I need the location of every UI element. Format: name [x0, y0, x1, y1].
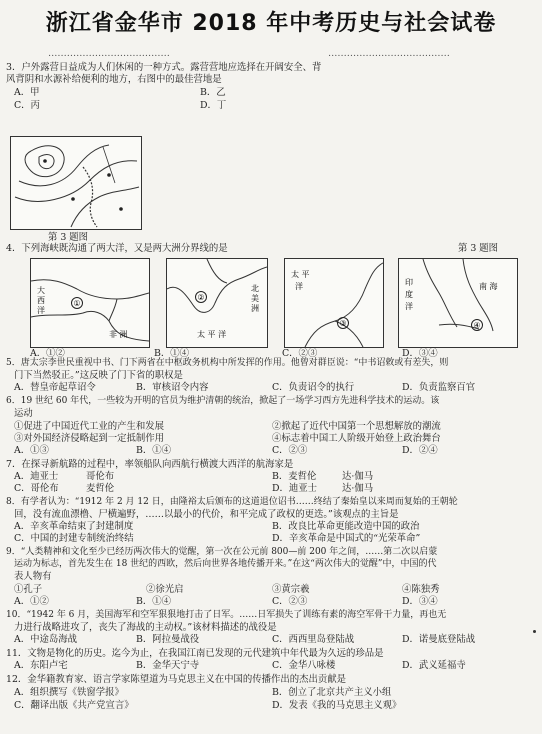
svg-text:大: 大 [37, 286, 45, 295]
q4-fig-caption: 第 3 题图 [458, 243, 499, 254]
cut-text-right: ………………………………… [328, 52, 450, 59]
q10-option-d: D．诺曼底登陆战 [402, 634, 476, 645]
q9-option-d: D．③④ [402, 596, 438, 607]
q4-map1-circle: ① [73, 299, 81, 308]
q12-option-d: D．发表《我的马克思主义观》 [272, 700, 402, 711]
page-mark-dot [533, 630, 536, 633]
q10-stem-line1: 10．“1942 年 6 月，美国海军和空军狠狠地打击了日军。……日军损失了训练有素的海空军骨干力量，再也无 [6, 610, 447, 620]
q9-statement-3: ③黄宗羲 [272, 584, 310, 595]
q8-stem-line1: 8．有学者认为：“1912 年 2 月 12 日，由隆裕太后颁布的这道退位诏书……终结了秦始皇以来周而复始的王朝轮 [6, 497, 458, 507]
q9-statement-1: ①孔子 [14, 584, 43, 595]
q6-statement-1: ①促进了中国近代工业的产生和发展 [14, 421, 165, 432]
q11-stem: 11．文物是物化的历史。迄今为止，在我国江南已发现的元代建筑中年代最为久远的珍品是 [6, 648, 384, 659]
q11-option-b: B．金华天宁寺 [136, 660, 200, 671]
exam-title: 浙江省金华市 2018 年中考历史与社会试卷 [45, 11, 497, 36]
svg-text:西: 西 [37, 296, 45, 305]
q9-option-a: A．①② [14, 596, 49, 607]
q7-option-b: B．麦哲伦 [272, 471, 317, 482]
svg-text:非 洲: 非 洲 [109, 330, 128, 339]
q8-option-a: A．辛亥革命结束了封建制度 [14, 521, 134, 532]
svg-text:洲: 洲 [251, 304, 259, 313]
q6-statement-3: ③对外国经济侵略起到一定抵制作用 [14, 433, 165, 444]
q6-statement-4: ④标志着中国工人阶级开始登上政治舞台 [272, 433, 441, 444]
q5-stem-line1: 5．唐太宗李世民重视中书、门下两省在中枢政务机构中所发挥的作用。他曾对群臣说：“中书诏敕或有差失，则 [6, 358, 449, 368]
q5-option-c: C．负责诏令的执行 [272, 382, 355, 393]
q11-option-c: C．金华八咏楼 [272, 660, 336, 671]
svg-text:洋: 洋 [405, 302, 413, 311]
q9-option-b: B．①④ [136, 596, 172, 607]
svg-text:美: 美 [251, 294, 259, 303]
q6-stem-line2: 运动 [14, 408, 33, 419]
q4-map-3 [284, 258, 384, 348]
q10-option-b: B．阿拉曼战役 [136, 634, 200, 645]
svg-text:洋: 洋 [295, 282, 303, 291]
q4-map4-circle: ④ [473, 321, 481, 330]
q4-option-c: C．②③ [282, 348, 318, 359]
q7-stem: 7．在探寻新航路的过程中，率领船队向西航行横渡大西洋的航海家是 [6, 459, 294, 470]
q4-stem: 4．下列海峡既沟通了两大洋，又是两大洲分界线的是 [6, 243, 228, 254]
svg-text:度: 度 [405, 290, 413, 299]
q4-option-a: A．①② [30, 348, 65, 359]
q6-stem-line1: 6．19 世纪 60 年代，一些较为开明的官员为维护清朝的统治，掀起了一场学习西方先进科学技术的运动。该 [6, 396, 440, 406]
cut-off-line [8, 52, 533, 60]
q12-option-a: A．组织撰写《铁窗学报》 [14, 687, 124, 698]
q6-statement-2: ②掀起了近代中国第一个思想解放的潮流 [272, 421, 441, 432]
q7-option-a-2: 哥伦布 [86, 471, 115, 482]
cut-text-left: ………………………………… [48, 52, 170, 59]
q11-option-a: A．东阳卢宅 [14, 660, 68, 671]
q7-option-c-2: 麦哲伦 [86, 483, 115, 494]
q4-map-4 [398, 258, 518, 348]
q3-option-c: C．丙 [14, 100, 40, 111]
q10-option-a: A．中途岛海战 [14, 634, 78, 645]
q7-option-d-2: 达·伽马 [342, 483, 374, 494]
q9-stem-line3: 表人物有 [14, 571, 52, 582]
q6-option-b: B．①④ [136, 445, 172, 456]
svg-text:洋: 洋 [37, 306, 45, 315]
q6-option-a: A．①③ [14, 445, 49, 456]
svg-text:太 平: 太 平 [291, 270, 310, 279]
q7-option-d: D．迪亚士 [272, 483, 318, 494]
q8-stem-line2: 回，没有流血漂橹、尸横遍野，……以最小的代价，和平完成了政权的更迭。”该观点的主旨是 [14, 509, 399, 520]
q12-stem: 12．金华籍教育家、语言学家陈望道为马克思主义在中国的传播作出的杰出贡献是 [6, 674, 347, 685]
svg-text:北: 北 [251, 284, 259, 293]
q3-stem-line1: 3．户外露营日益成为人们休闲的一种方式。露营营地应选择在开阔安全、背 [6, 62, 322, 73]
q12-option-b: B．创立了北京共产主义小组 [272, 687, 392, 698]
q4-map3-circle: ③ [339, 319, 347, 328]
q4-option-b: B．①④ [154, 348, 190, 359]
svg-text:印: 印 [405, 278, 413, 287]
q9-stem-line1: 9．“人类精神和文化至少已经历两次伟大的觉醒，第一次在公元前 800—前 200 年之间，……第二次以启蒙 [6, 547, 438, 557]
q5-option-d: D．负责监察百官 [402, 382, 476, 393]
q4-map2-circle: ② [197, 293, 205, 302]
q7-option-c: C．哥伦布 [14, 483, 59, 494]
q3-option-b: B．乙 [200, 87, 226, 98]
q9-stem-line2: 运动为标志，首先发生在 18 世纪的西欧，然后向世界各地传播开来。”在这“两次伟大的觉醒”中，中国的代 [14, 559, 437, 569]
q3-fig-caption: 第 3 题图 [48, 232, 89, 243]
q8-option-d: D．辛亥革命是中国式的“光荣革命” [272, 533, 421, 544]
q6-option-d: D．②④ [402, 445, 438, 456]
q7-option-b-2: 达·伽马 [342, 471, 374, 482]
svg-text:太 平 洋: 太 平 洋 [197, 330, 227, 339]
svg-text:南 海: 南 海 [479, 282, 498, 291]
q8-option-c: C．中国的封建专制统治终结 [14, 533, 134, 544]
q8-option-b: B．改良比革命更能改造中国的政治 [272, 521, 420, 532]
contour-lines-icon [11, 137, 141, 229]
q5-option-a: A．替皇帝起草诏令 [14, 382, 96, 393]
q7-option-a: A．迪亚士 [14, 471, 59, 482]
q12-option-c: C．翻译出版《共产党宣言》 [14, 700, 134, 711]
q5-option-b: B．审核诏令内容 [136, 382, 209, 393]
q3-stem-line2: 风背阴和水源补给便利的地方，右图中的最佳营地是 [6, 74, 222, 85]
q9-statement-2: ②徐光启 [146, 584, 184, 595]
q3-option-d: D．丁 [200, 100, 227, 111]
q9-option-c: C．②③ [272, 596, 308, 607]
q6-option-c: C．②③ [272, 445, 308, 456]
q4-option-d: D．③④ [402, 348, 438, 359]
q9-statement-4: ④陈独秀 [402, 584, 440, 595]
q4-map-1 [30, 258, 150, 348]
q11-option-d: D．武义延福寺 [402, 660, 466, 671]
q4-map-2 [166, 258, 268, 348]
q10-option-c: C．西西里岛登陆战 [272, 634, 355, 645]
q3-contour-map [10, 136, 142, 230]
q10-stem-line2: 力进行战略进攻了，丧失了海战的主动权。”该材料描述的战役是 [14, 622, 277, 633]
q5-stem-line2: 门下当然驳正。”这反映了门下省的职权是 [14, 370, 183, 381]
q3-option-a: A．甲 [14, 87, 40, 98]
